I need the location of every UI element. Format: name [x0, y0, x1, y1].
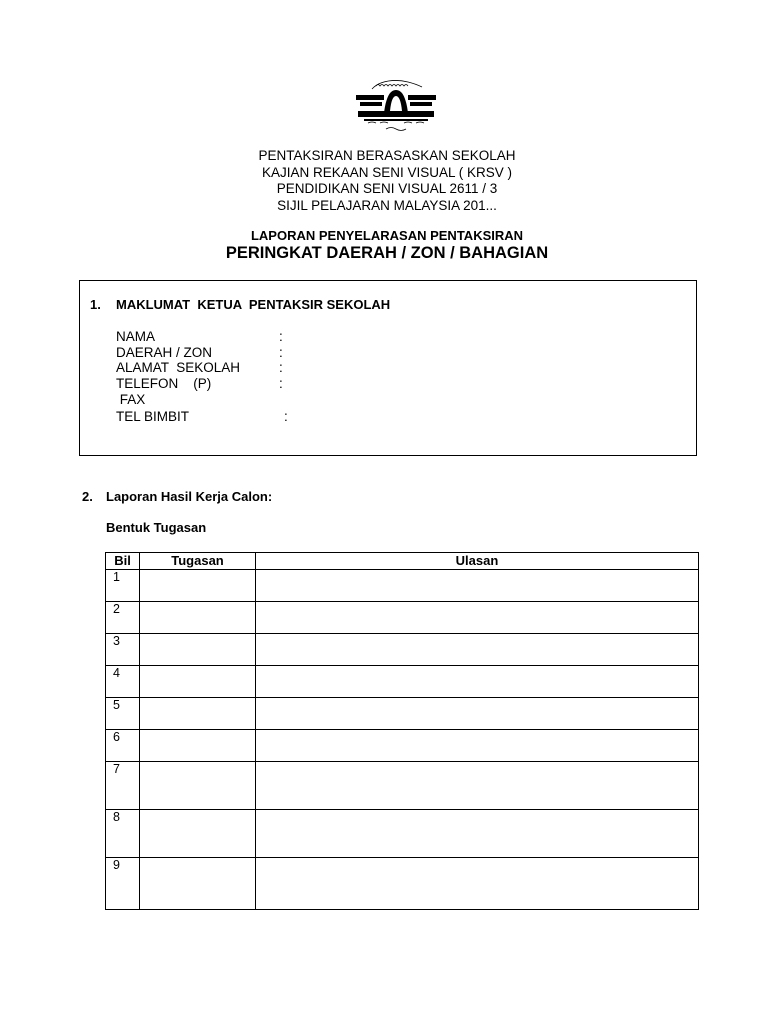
row-number: 3	[106, 634, 140, 666]
field-label-daerah: DAERAH / ZON	[116, 345, 213, 360]
table-row	[106, 570, 699, 602]
ulasan-cell[interactable]	[256, 762, 699, 810]
header-line-2: KAJIAN REKAAN SENI VISUAL ( KRSV )	[261, 164, 513, 180]
tugasan-cell[interactable]	[140, 570, 256, 602]
table-row	[106, 730, 699, 762]
header-line-3: PENDIDIKAN SENI VISUAL 2611 / 3	[276, 181, 498, 196]
header-line-4: SIJIL PELAJARAN MALAYSIA 201...	[277, 197, 497, 213]
section2-number: 2.	[82, 489, 93, 504]
field-label-nama: NAMA	[116, 329, 156, 344]
report-title: PERINGKAT DAERAH / ZON / BAHAGIAN	[225, 244, 549, 262]
tugasan-cell[interactable]	[140, 634, 256, 666]
field-colon-daerah: :	[279, 345, 283, 360]
header-line-1: PENTAKSIRAN BERASASKAN SEKOLAH	[258, 148, 516, 163]
table-row	[106, 666, 699, 698]
field-colon-tel-bimbit: :	[284, 409, 288, 424]
header-bil: Bil	[106, 553, 140, 570]
section2-title: Laporan Hasil Kerja Calon:	[106, 489, 273, 504]
section1-title: MAKLUMAT KETUA PENTAKSIR SEKOLAH	[116, 297, 391, 312]
header-ulasan: Ulasan	[256, 553, 699, 570]
section2-subheading: Bentuk Tugasan	[106, 520, 207, 535]
field-colon-nama: :	[279, 329, 283, 344]
tugasan-cell[interactable]	[140, 602, 256, 634]
section1-number: 1.	[90, 297, 101, 312]
tugasan-cell[interactable]	[140, 698, 256, 730]
row-number: 4	[106, 666, 140, 698]
field-label-telefon: TELEFON (P)	[116, 376, 212, 391]
report-subtitle: LAPORAN PENYELARASAN PENTAKSIRAN	[250, 228, 524, 243]
header-block	[0, 148, 768, 214]
row-number: 6	[106, 730, 140, 762]
row-number: 2	[106, 602, 140, 634]
row-number: 1	[106, 570, 140, 602]
table-row	[106, 810, 699, 858]
table-row	[106, 602, 699, 634]
ulasan-cell[interactable]	[256, 634, 699, 666]
field-label-tel-bimbit: TEL BIMBIT	[116, 409, 190, 424]
ulasan-cell[interactable]	[256, 810, 699, 858]
field-colon-telefon: :	[279, 376, 283, 391]
table-row	[106, 762, 699, 810]
ulasan-cell[interactable]	[256, 666, 699, 698]
task-table	[105, 552, 699, 910]
crest-logo	[350, 77, 442, 135]
table-row	[106, 698, 699, 730]
ulasan-cell[interactable]	[256, 698, 699, 730]
field-colon-alamat: :	[279, 360, 283, 375]
ulasan-cell[interactable]	[256, 602, 699, 634]
tugasan-cell[interactable]	[140, 810, 256, 858]
row-number: 9	[106, 858, 140, 910]
table-row	[106, 634, 699, 666]
table-header-row	[106, 553, 699, 570]
field-label-alamat: ALAMAT SEKOLAH	[116, 360, 241, 375]
tugasan-cell[interactable]	[140, 762, 256, 810]
tugasan-cell[interactable]	[140, 666, 256, 698]
ulasan-cell[interactable]	[256, 730, 699, 762]
row-number: 8	[106, 810, 140, 858]
row-number: 5	[106, 698, 140, 730]
ulasan-cell[interactable]	[256, 570, 699, 602]
field-label-fax: FAX	[116, 392, 146, 407]
header-tugasan: Tugasan	[140, 553, 256, 570]
table-row	[106, 858, 699, 910]
ulasan-cell[interactable]	[256, 858, 699, 910]
tugasan-cell[interactable]	[140, 730, 256, 762]
row-number: 7	[106, 762, 140, 810]
tugasan-cell[interactable]	[140, 858, 256, 910]
